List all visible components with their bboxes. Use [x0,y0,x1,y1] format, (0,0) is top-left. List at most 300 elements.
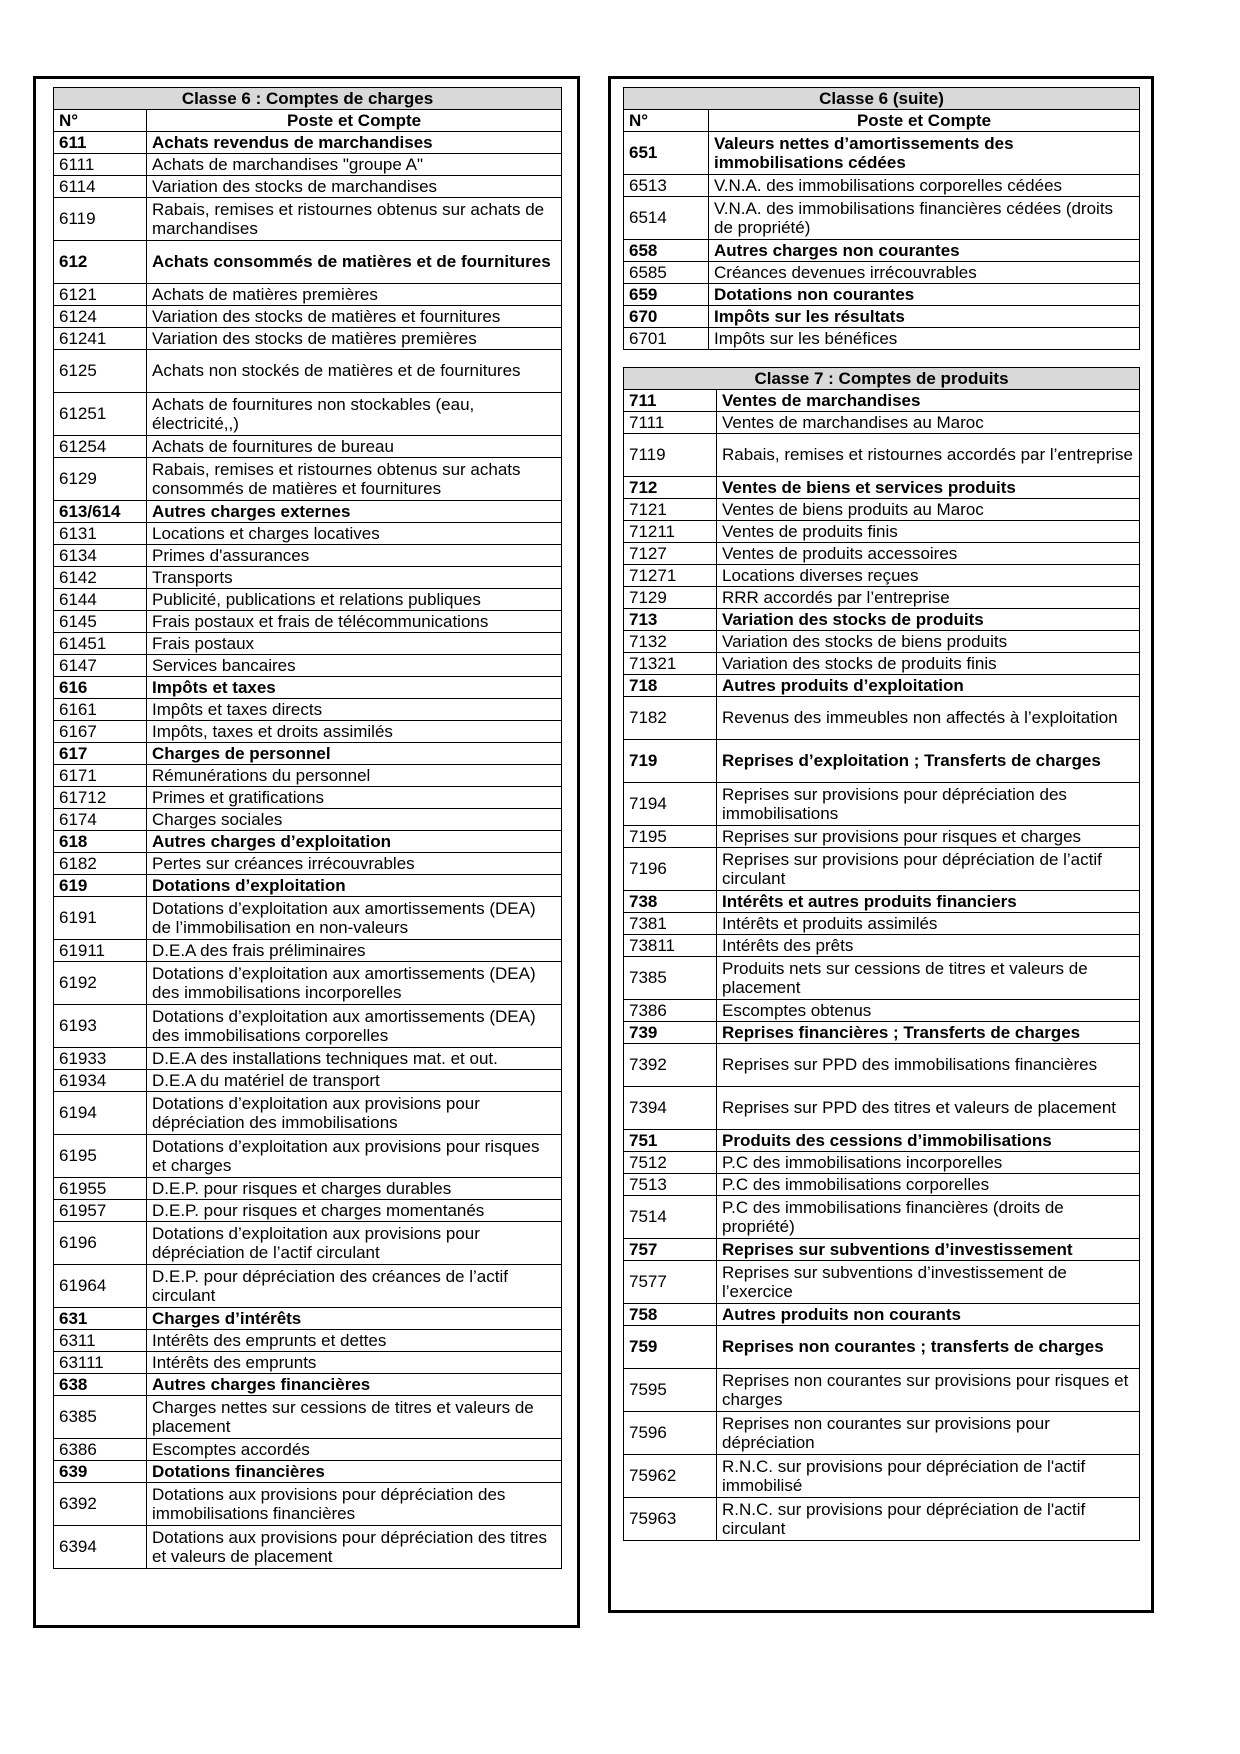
table-row-compte [624,826,1140,848]
table-row-compte [624,697,1140,740]
table-row-poste [54,1461,562,1483]
table-row-poste [624,1239,1140,1261]
table-row-poste [54,241,562,284]
table-row-compte [624,175,1140,197]
account-number: 7595 [624,1369,717,1412]
column-header-number: N° [624,110,709,132]
account-number: 6701 [624,328,709,350]
table-row-compte [54,1070,562,1092]
account-number: 7513 [624,1174,717,1196]
account-number: 6134 [54,545,147,567]
account-number: 612 [54,241,147,284]
account-label: Reprises non courantes sur provisions pour risques et charges [717,1369,1140,1412]
table-row-poste [624,1022,1140,1044]
account-label: P.C des immobilisations financières (droits de propriété) [717,1196,1140,1239]
table-row-poste [54,501,562,523]
table-row-compte [54,809,562,831]
account-label: Dotations financières [147,1461,562,1483]
account-number: 6392 [54,1483,147,1526]
left-panel [33,76,580,1628]
account-label: D.E.A des frais préliminaires [147,940,562,962]
account-label: Ventes de marchandises [717,390,1140,412]
table-row-poste [54,677,562,699]
account-number: 71211 [624,521,717,543]
table-row-poste [54,132,562,154]
account-number: 7381 [624,913,717,935]
table-row-poste [624,675,1140,697]
table-row-compte [54,328,562,350]
account-number: 7386 [624,1000,717,1022]
account-number: 6161 [54,699,147,721]
account-number: 6196 [54,1222,147,1265]
account-label: D.E.A du matériel de transport [147,1070,562,1092]
account-number: 618 [54,831,147,853]
table-title: Classe 6 (suite) [624,88,1140,110]
table-row-compte [54,1352,562,1374]
account-label: Locations diverses reçues [717,565,1140,587]
column-header-poste: Poste et Compte [147,110,562,132]
table-row-compte [54,436,562,458]
account-number: 757 [624,1239,717,1261]
account-label: Primes et gratifications [147,787,562,809]
account-label: P.C des immobilisations incorporelles [717,1152,1140,1174]
classe-7-table [623,367,1140,1541]
account-number: 7182 [624,697,717,740]
table-row-poste [54,875,562,897]
account-number: 6194 [54,1092,147,1135]
account-label: Reprises sur subventions d’investissement de l’exercice [717,1261,1140,1304]
table-row-compte [624,521,1140,543]
account-label: Intérêts des prêts [717,935,1140,957]
account-label: Ventes de biens et services produits [717,477,1140,499]
account-number: 659 [624,284,709,306]
account-label: D.E.A des installations techniques mat. et out. [147,1048,562,1070]
table-row-compte [624,499,1140,521]
table-row-compte [54,589,562,611]
table-row-compte [54,633,562,655]
table-row-compte [624,1412,1140,1455]
account-label: Dotations d’exploitation aux provisions pour dépréciation des immobilisations [147,1092,562,1135]
account-number: 71271 [624,565,717,587]
table-row-compte [624,631,1140,653]
account-label: Dotations non courantes [709,284,1140,306]
table-row-compte [54,567,562,589]
account-number: 61957 [54,1200,147,1222]
account-number: 7129 [624,587,717,609]
table-row-compte [624,197,1140,240]
account-label: Transports [147,567,562,589]
account-label: Achats de matières premières [147,284,562,306]
account-number: 6142 [54,567,147,589]
account-number: 6114 [54,176,147,198]
table-row-poste [624,740,1140,783]
account-label: Autres charges financières [147,1374,562,1396]
account-number: 713 [624,609,717,631]
account-number: 75962 [624,1455,717,1498]
account-label: Autres charges d’exploitation [147,831,562,853]
account-label: Charges sociales [147,809,562,831]
account-number: 616 [54,677,147,699]
table-row-poste [54,1374,562,1396]
table-row-poste [54,743,562,765]
account-number: 718 [624,675,717,697]
table-row-compte [624,565,1140,587]
account-number: 6193 [54,1005,147,1048]
account-number: 61251 [54,393,147,436]
account-label: Variation des stocks de marchandises [147,176,562,198]
account-number: 61241 [54,328,147,350]
account-label: Autres charges non courantes [709,240,1140,262]
account-label: Primes d'assurances [147,545,562,567]
account-label: Rabais, remises et ristournes obtenus sur achats consommés de matières et fournitures [147,458,562,501]
account-number: 619 [54,875,147,897]
account-number: 6124 [54,306,147,328]
account-number: 7196 [624,848,717,891]
account-number: 6585 [624,262,709,284]
account-number: 61451 [54,633,147,655]
table-row-compte [54,306,562,328]
account-label: Charges nettes sur cessions de titres et valeurs de placement [147,1396,562,1439]
account-label: Reprises non courantes ; transferts de charges [717,1326,1140,1369]
account-number: 658 [624,240,709,262]
table-row-compte [54,1439,562,1461]
account-label: Reprises sur provisions pour risques et charges [717,826,1140,848]
table-row-poste [624,1130,1140,1152]
account-number: 61955 [54,1178,147,1200]
account-number: 7127 [624,543,717,565]
account-label: R.N.C. sur provisions pour dépréciation de l'actif circulant [717,1498,1140,1541]
account-number: 6111 [54,154,147,176]
account-label: P.C des immobilisations corporelles [717,1174,1140,1196]
account-label: Escomptes accordés [147,1439,562,1461]
account-label: V.N.A. des immobilisations financières cédées (droits de propriété) [709,197,1140,240]
account-label: Frais postaux [147,633,562,655]
table-row-compte [54,545,562,567]
account-number: 7512 [624,1152,717,1174]
account-number: 759 [624,1326,717,1369]
account-label: Ventes de produits finis [717,521,1140,543]
account-number: 6182 [54,853,147,875]
table-row-compte [54,765,562,787]
table-row-poste [624,1304,1140,1326]
table-row-compte [54,699,562,721]
account-label: Intérêts des emprunts et dettes [147,1330,562,1352]
account-label: Produits nets sur cessions de titres et valeurs de placement [717,957,1140,1000]
account-label: Dotations d’exploitation [147,875,562,897]
table-row-compte [624,1087,1140,1130]
table-row-poste [624,306,1140,328]
account-number: 61933 [54,1048,147,1070]
account-label: Dotations d’exploitation aux amortissements (DEA) des immobilisations incorporelles [147,962,562,1005]
account-label: Reprises sur provisions pour dépréciation des immobilisations [717,783,1140,826]
table-row-compte [624,1261,1140,1304]
right-panel [608,76,1154,1613]
account-label: Pertes sur créances irrécouvrables [147,853,562,875]
account-number: 758 [624,1304,717,1326]
table-row-compte [624,913,1140,935]
account-number: 6171 [54,765,147,787]
account-number: 7111 [624,412,717,434]
account-label: Ventes de marchandises au Maroc [717,412,1140,434]
account-number: 6129 [54,458,147,501]
account-label: Valeurs nettes d’amortissements des immobilisations cédées [709,132,1140,175]
table-row-compte [624,957,1140,1000]
account-label: Dotations d’exploitation aux provisions pour dépréciation de l’actif circulant [147,1222,562,1265]
table-row-compte [54,1483,562,1526]
account-number: 7132 [624,631,717,653]
table-row-compte [54,1265,562,1308]
account-number: 738 [624,891,717,913]
account-number: 670 [624,306,709,328]
table-row-compte [54,1135,562,1178]
table-row-compte [54,1092,562,1135]
table-row-compte [54,611,562,633]
account-label: Variation des stocks de produits [717,609,1140,631]
table-row-compte [54,458,562,501]
table-row-compte [624,1196,1140,1239]
table-row-compte [54,1048,562,1070]
column-header-poste: Poste et Compte [709,110,1140,132]
account-label: Dotations d’exploitation aux amortissements (DEA) de l’immobilisation en non-valeurs [147,897,562,940]
table-row-poste [54,831,562,853]
account-number: 75963 [624,1498,717,1541]
table-row-poste [624,477,1140,499]
account-label: Intérêts et autres produits financiers [717,891,1140,913]
account-number: 6195 [54,1135,147,1178]
account-label: Variation des stocks de matières et fournitures [147,306,562,328]
account-label: Reprises financières ; Transferts de charges [717,1022,1140,1044]
account-number: 73811 [624,935,717,957]
table-row-compte [54,940,562,962]
classe-7-rows [624,390,1140,1541]
table-row-compte [624,1044,1140,1087]
account-number: 638 [54,1374,147,1396]
account-number: 61712 [54,787,147,809]
account-number: 6145 [54,611,147,633]
account-number: 6514 [624,197,709,240]
table-row-compte [54,350,562,393]
classe-6-suite-rows [624,132,1140,350]
account-number: 7195 [624,826,717,848]
account-label: Produits des cessions d’immobilisations [717,1130,1140,1152]
account-number: 6174 [54,809,147,831]
table-row-compte [624,328,1140,350]
table-row-compte [54,154,562,176]
table-row-poste [624,609,1140,631]
table-row-compte [54,1330,562,1352]
table-row-poste [624,132,1140,175]
account-number: 711 [624,390,717,412]
account-label: Dotations aux provisions pour dépréciation des immobilisations financières [147,1483,562,1526]
account-number: 7119 [624,434,717,477]
table-row-compte [54,1222,562,1265]
account-label: Achats consommés de matières et de fournitures [147,241,562,284]
account-label: Intérêts et produits assimilés [717,913,1140,935]
account-number: 61911 [54,940,147,962]
account-number: 7596 [624,1412,717,1455]
account-label: Reprises d’exploitation ; Transferts de charges [717,740,1140,783]
account-label: Revenus des immeubles non affectés à l’exploitation [717,697,1140,740]
account-label: V.N.A. des immobilisations corporelles cédées [709,175,1140,197]
column-header-number: N° [54,110,147,132]
table-row-compte [54,393,562,436]
account-label: Variation des stocks de matières premières [147,328,562,350]
account-label: Services bancaires [147,655,562,677]
table-row-compte [54,284,562,306]
account-label: Impôts sur les résultats [709,306,1140,328]
table-row-poste [624,390,1140,412]
account-number: 6121 [54,284,147,306]
account-label: R.N.C. sur provisions pour dépréciation de l'actif immobilisé [717,1455,1140,1498]
account-label: Rabais, remises et ristournes obtenus sur achats de marchandises [147,198,562,241]
account-label: Impôts et taxes directs [147,699,562,721]
account-label: Dotations d’exploitation aux amortissements (DEA) des immobilisations corporelles [147,1005,562,1048]
account-label: Autres produits non courants [717,1304,1140,1326]
account-number: 7577 [624,1261,717,1304]
account-number: 7392 [624,1044,717,1087]
table-row-compte [54,721,562,743]
account-label: Charges d’intérêts [147,1308,562,1330]
classe-6-suite-table [623,87,1140,350]
account-number: 6513 [624,175,709,197]
account-number: 6191 [54,897,147,940]
account-label: Rémunérations du personnel [147,765,562,787]
account-number: 639 [54,1461,147,1483]
table-row-compte [624,1455,1140,1498]
account-number: 6394 [54,1526,147,1569]
table-row-compte [54,853,562,875]
account-number: 6125 [54,350,147,393]
account-number: 751 [624,1130,717,1152]
table-row-compte [54,176,562,198]
account-number: 719 [624,740,717,783]
account-number: 6167 [54,721,147,743]
table-row-compte [624,434,1140,477]
account-label: Dotations d’exploitation aux provisions pour risques et charges [147,1135,562,1178]
classe-6-table [53,87,562,1569]
account-number: 7385 [624,957,717,1000]
table-row-compte [624,848,1140,891]
table-row-compte [54,1178,562,1200]
table-row-poste [624,284,1140,306]
table-row-compte [54,655,562,677]
account-label: Autres charges externes [147,501,562,523]
account-number: 631 [54,1308,147,1330]
table-row-poste [624,240,1140,262]
account-number: 6144 [54,589,147,611]
table-row-compte [624,412,1140,434]
table-row-poste [624,1326,1140,1369]
table-row-compte [54,1526,562,1569]
account-label: Reprises sur PPD des immobilisations financières [717,1044,1140,1087]
table-row-compte [624,543,1140,565]
account-number: 6311 [54,1330,147,1352]
account-number: 6131 [54,523,147,545]
account-label: Reprises sur subventions d’investissement [717,1239,1140,1261]
account-number: 7394 [624,1087,717,1130]
table-row-compte [624,1498,1140,1541]
table-title: Classe 6 : Comptes de charges [54,88,562,110]
account-label: Publicité, publications et relations publiques [147,589,562,611]
table-row-compte [54,787,562,809]
account-label: Frais postaux et frais de télécommunications [147,611,562,633]
table-row-compte [624,935,1140,957]
table-row-compte [624,1174,1140,1196]
account-number: 63111 [54,1352,147,1374]
account-number: 6385 [54,1396,147,1439]
account-label: Achats de fournitures de bureau [147,436,562,458]
account-number: 611 [54,132,147,154]
account-number: 617 [54,743,147,765]
table-row-compte [624,1000,1140,1022]
account-label: Impôts sur les bénéfices [709,328,1140,350]
account-label: D.E.P. pour risques et charges durables [147,1178,562,1200]
table-row-compte [54,1200,562,1222]
table-row-compte [624,262,1140,284]
account-label: Charges de personnel [147,743,562,765]
account-label: D.E.P. pour dépréciation des créances de l’actif circulant [147,1265,562,1308]
account-label: Créances devenues irrécouvrables [709,262,1140,284]
table-row-poste [624,891,1140,913]
account-label: Ventes de produits accessoires [717,543,1140,565]
account-number: 7194 [624,783,717,826]
account-number: 6386 [54,1439,147,1461]
table-row-compte [624,1152,1140,1174]
account-number: 6119 [54,198,147,241]
table-row-compte [54,962,562,1005]
account-number: 61254 [54,436,147,458]
account-label: Ventes de biens produits au Maroc [717,499,1140,521]
account-label: Rabais, remises et ristournes accordés par l’entreprise [717,434,1140,477]
table-row-compte [54,1396,562,1439]
account-label: Achats de fournitures non stockables (eau, électricité,,) [147,393,562,436]
account-label: Impôts, taxes et droits assimilés [147,721,562,743]
account-label: RRR accordés par l’entreprise [717,587,1140,609]
table-row-compte [624,653,1140,675]
table-row-compte [54,897,562,940]
account-number: 71321 [624,653,717,675]
table-title: Classe 7 : Comptes de produits [624,368,1140,390]
account-number: 7121 [624,499,717,521]
account-number: 651 [624,132,709,175]
account-label: Achats de marchandises "groupe A" [147,154,562,176]
table-row-compte [624,783,1140,826]
account-label: Autres produits d’exploitation [717,675,1140,697]
table-row-poste [54,1308,562,1330]
account-number: 712 [624,477,717,499]
account-number: 739 [624,1022,717,1044]
account-label: Escomptes obtenus [717,1000,1140,1022]
account-label: Intérêts des emprunts [147,1352,562,1374]
account-label: Achats non stockés de matières et de fournitures [147,350,562,393]
account-number: 61964 [54,1265,147,1308]
classe-6-rows [54,132,562,1569]
account-label: Reprises non courantes sur provisions pour dépréciation [717,1412,1140,1455]
account-number: 613/614 [54,501,147,523]
account-label: Locations et charges locatives [147,523,562,545]
account-label: Reprises sur PPD des titres et valeurs de placement [717,1087,1140,1130]
account-number: 61934 [54,1070,147,1092]
account-number: 6192 [54,962,147,1005]
account-label: Achats revendus de marchandises [147,132,562,154]
account-label: Dotations aux provisions pour dépréciation des titres et valeurs de placement [147,1526,562,1569]
account-number: 7514 [624,1196,717,1239]
account-label: D.E.P. pour risques et charges momentanés [147,1200,562,1222]
account-number: 6147 [54,655,147,677]
account-label: Reprises sur provisions pour dépréciation de l’actif circulant [717,848,1140,891]
table-row-compte [624,587,1140,609]
account-label: Variation des stocks de produits finis [717,653,1140,675]
